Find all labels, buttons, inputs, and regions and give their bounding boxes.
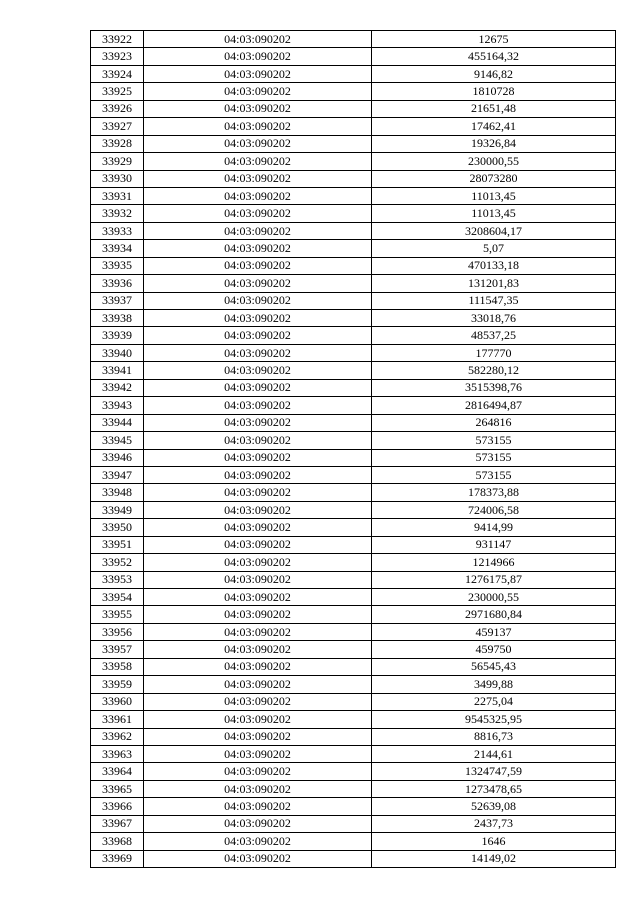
row-id-cell: 33955: [91, 606, 144, 623]
table-row: [91, 327, 616, 344]
table-row: [91, 31, 616, 48]
table-row: [91, 344, 616, 361]
row-amount-cell: 459750: [372, 641, 616, 658]
row-amount-cell: 1324747,59: [372, 763, 616, 780]
row-amount-cell: 177770: [372, 344, 616, 361]
row-code-cell: 04:03:090202: [144, 658, 372, 675]
table-row: [91, 484, 616, 501]
row-amount-cell: 2816494,87: [372, 397, 616, 414]
table-row: [91, 240, 616, 257]
row-id-cell: 33940: [91, 344, 144, 361]
row-code-cell: 04:03:090202: [144, 118, 372, 135]
row-code-cell: 04:03:090202: [144, 205, 372, 222]
row-code-cell: 04:03:090202: [144, 536, 372, 553]
table-row: [91, 275, 616, 292]
row-code-cell: 04:03:090202: [144, 519, 372, 536]
row-id-cell: 33937: [91, 292, 144, 309]
row-id-cell: 33939: [91, 327, 144, 344]
row-code-cell: 04:03:090202: [144, 606, 372, 623]
table-row: [91, 501, 616, 518]
row-amount-cell: 470133,18: [372, 257, 616, 274]
row-amount-cell: 3208604,17: [372, 222, 616, 239]
row-amount-cell: 5,07: [372, 240, 616, 257]
row-id-cell: 33943: [91, 397, 144, 414]
row-amount-cell: 8816,73: [372, 728, 616, 745]
row-amount-cell: 2275,04: [372, 693, 616, 710]
table-row: [91, 711, 616, 728]
row-amount-cell: 2971680,84: [372, 606, 616, 623]
row-code-cell: 04:03:090202: [144, 798, 372, 815]
row-amount-cell: 264816: [372, 414, 616, 431]
row-amount-cell: 1646: [372, 833, 616, 850]
row-id-cell: 33953: [91, 571, 144, 588]
row-amount-cell: 1214966: [372, 554, 616, 571]
row-amount-cell: 9146,82: [372, 65, 616, 82]
row-code-cell: 04:03:090202: [144, 728, 372, 745]
row-amount-cell: 11013,45: [372, 205, 616, 222]
row-amount-cell: 1273478,65: [372, 780, 616, 797]
row-amount-cell: 17462,41: [372, 118, 616, 135]
row-id-cell: 33927: [91, 118, 144, 135]
table-row: [91, 571, 616, 588]
row-id-cell: 33951: [91, 536, 144, 553]
row-amount-cell: 9545325,95: [372, 711, 616, 728]
row-code-cell: 04:03:090202: [144, 292, 372, 309]
table-row: [91, 780, 616, 797]
row-code-cell: 04:03:090202: [144, 554, 372, 571]
table-row: [91, 519, 616, 536]
row-id-cell: 33935: [91, 257, 144, 274]
row-code-cell: 04:03:090202: [144, 187, 372, 204]
row-id-cell: 33952: [91, 554, 144, 571]
row-id-cell: 33961: [91, 711, 144, 728]
row-id-cell: 33948: [91, 484, 144, 501]
row-id-cell: 33959: [91, 676, 144, 693]
table-row: [91, 658, 616, 675]
row-code-cell: 04:03:090202: [144, 135, 372, 152]
table-row: [91, 745, 616, 762]
row-id-cell: 33934: [91, 240, 144, 257]
row-code-cell: 04:03:090202: [144, 484, 372, 501]
table-row: [91, 641, 616, 658]
table-row: [91, 414, 616, 431]
row-amount-cell: 19326,84: [372, 135, 616, 152]
row-code-cell: 04:03:090202: [144, 310, 372, 327]
row-id-cell: 33931: [91, 187, 144, 204]
table-row: [91, 466, 616, 483]
row-id-cell: 33932: [91, 205, 144, 222]
row-amount-cell: 12675: [372, 31, 616, 48]
row-amount-cell: 2437,73: [372, 815, 616, 832]
row-amount-cell: 931147: [372, 536, 616, 553]
row-amount-cell: 455164,32: [372, 48, 616, 65]
table-row: [91, 83, 616, 100]
row-code-cell: 04:03:090202: [144, 676, 372, 693]
table-row: [91, 833, 616, 850]
row-id-cell: 33942: [91, 379, 144, 396]
row-code-cell: 04:03:090202: [144, 711, 372, 728]
row-code-cell: 04:03:090202: [144, 327, 372, 344]
row-amount-cell: 178373,88: [372, 484, 616, 501]
row-amount-cell: 3499,88: [372, 676, 616, 693]
row-id-cell: 33954: [91, 589, 144, 606]
table-row: [91, 798, 616, 815]
row-code-cell: 04:03:090202: [144, 275, 372, 292]
row-code-cell: 04:03:090202: [144, 780, 372, 797]
row-id-cell: 33960: [91, 693, 144, 710]
row-amount-cell: 9414,99: [372, 519, 616, 536]
row-id-cell: 33963: [91, 745, 144, 762]
row-id-cell: 33957: [91, 641, 144, 658]
row-amount-cell: 21651,48: [372, 100, 616, 117]
row-amount-cell: 52639,08: [372, 798, 616, 815]
row-code-cell: 04:03:090202: [144, 815, 372, 832]
table-row: [91, 310, 616, 327]
row-id-cell: 33969: [91, 850, 144, 867]
row-code-cell: 04:03:090202: [144, 693, 372, 710]
row-code-cell: 04:03:090202: [144, 850, 372, 867]
row-id-cell: 33926: [91, 100, 144, 117]
table-row: [91, 728, 616, 745]
row-id-cell: 33938: [91, 310, 144, 327]
row-id-cell: 33968: [91, 833, 144, 850]
row-code-cell: 04:03:090202: [144, 257, 372, 274]
row-code-cell: 04:03:090202: [144, 501, 372, 518]
table-row: [91, 850, 616, 867]
table-row: [91, 292, 616, 309]
table-row: [91, 118, 616, 135]
row-id-cell: 33936: [91, 275, 144, 292]
row-code-cell: 04:03:090202: [144, 449, 372, 466]
row-id-cell: 33958: [91, 658, 144, 675]
row-code-cell: 04:03:090202: [144, 641, 372, 658]
row-amount-cell: 1810728: [372, 83, 616, 100]
row-id-cell: 33941: [91, 362, 144, 379]
row-amount-cell: 724006,58: [372, 501, 616, 518]
row-amount-cell: 111547,35: [372, 292, 616, 309]
row-amount-cell: 14149,02: [372, 850, 616, 867]
row-id-cell: 33964: [91, 763, 144, 780]
table-row: [91, 536, 616, 553]
row-code-cell: 04:03:090202: [144, 763, 372, 780]
table-row: [91, 153, 616, 170]
row-code-cell: 04:03:090202: [144, 745, 372, 762]
row-id-cell: 33946: [91, 449, 144, 466]
table-row: [91, 623, 616, 640]
table-row: [91, 205, 616, 222]
row-amount-cell: 56545,43: [372, 658, 616, 675]
row-id-cell: 33944: [91, 414, 144, 431]
data-table: [90, 30, 616, 868]
row-amount-cell: 11013,45: [372, 187, 616, 204]
table-body: [91, 31, 616, 868]
row-code-cell: 04:03:090202: [144, 48, 372, 65]
table-row: [91, 815, 616, 832]
row-code-cell: 04:03:090202: [144, 344, 372, 361]
row-id-cell: 33928: [91, 135, 144, 152]
row-id-cell: 33929: [91, 153, 144, 170]
row-amount-cell: 573155: [372, 466, 616, 483]
row-code-cell: 04:03:090202: [144, 432, 372, 449]
table-row: [91, 48, 616, 65]
table-row: [91, 257, 616, 274]
row-id-cell: 33962: [91, 728, 144, 745]
table-row: [91, 65, 616, 82]
row-amount-cell: 573155: [372, 449, 616, 466]
table-row: [91, 222, 616, 239]
row-code-cell: 04:03:090202: [144, 100, 372, 117]
row-code-cell: 04:03:090202: [144, 362, 372, 379]
row-id-cell: 33930: [91, 170, 144, 187]
row-amount-cell: 33018,76: [372, 310, 616, 327]
row-id-cell: 33933: [91, 222, 144, 239]
table-row: [91, 397, 616, 414]
row-code-cell: 04:03:090202: [144, 571, 372, 588]
row-id-cell: 33965: [91, 780, 144, 797]
row-amount-cell: 573155: [372, 432, 616, 449]
row-code-cell: 04:03:090202: [144, 222, 372, 239]
row-id-cell: 33949: [91, 501, 144, 518]
row-code-cell: 04:03:090202: [144, 397, 372, 414]
table-row: [91, 554, 616, 571]
table-row: [91, 432, 616, 449]
row-amount-cell: 2144,61: [372, 745, 616, 762]
table-row: [91, 187, 616, 204]
row-code-cell: 04:03:090202: [144, 83, 372, 100]
row-code-cell: 04:03:090202: [144, 65, 372, 82]
row-id-cell: 33967: [91, 815, 144, 832]
row-id-cell: 33945: [91, 432, 144, 449]
table-row: [91, 763, 616, 780]
row-amount-cell: 459137: [372, 623, 616, 640]
table-row: [91, 606, 616, 623]
row-id-cell: 33923: [91, 48, 144, 65]
table-row: [91, 589, 616, 606]
table-row: [91, 449, 616, 466]
table-row: [91, 693, 616, 710]
table-row: [91, 362, 616, 379]
table-row: [91, 676, 616, 693]
row-amount-cell: 48537,25: [372, 327, 616, 344]
row-amount-cell: 230000,55: [372, 589, 616, 606]
row-code-cell: 04:03:090202: [144, 153, 372, 170]
row-id-cell: 33924: [91, 65, 144, 82]
row-code-cell: 04:03:090202: [144, 379, 372, 396]
row-id-cell: 33922: [91, 31, 144, 48]
row-id-cell: 33947: [91, 466, 144, 483]
row-code-cell: 04:03:090202: [144, 623, 372, 640]
row-id-cell: 33950: [91, 519, 144, 536]
row-amount-cell: 1276175,87: [372, 571, 616, 588]
row-code-cell: 04:03:090202: [144, 31, 372, 48]
row-amount-cell: 230000,55: [372, 153, 616, 170]
row-amount-cell: 131201,83: [372, 275, 616, 292]
row-code-cell: 04:03:090202: [144, 414, 372, 431]
row-code-cell: 04:03:090202: [144, 589, 372, 606]
row-code-cell: 04:03:090202: [144, 240, 372, 257]
row-id-cell: 33925: [91, 83, 144, 100]
row-amount-cell: 582280,12: [372, 362, 616, 379]
row-code-cell: 04:03:090202: [144, 466, 372, 483]
row-id-cell: 33956: [91, 623, 144, 640]
table-row: [91, 100, 616, 117]
table-row: [91, 379, 616, 396]
row-id-cell: 33966: [91, 798, 144, 815]
table-row: [91, 170, 616, 187]
row-code-cell: 04:03:090202: [144, 170, 372, 187]
row-code-cell: 04:03:090202: [144, 833, 372, 850]
row-amount-cell: 28073280: [372, 170, 616, 187]
row-amount-cell: 3515398,76: [372, 379, 616, 396]
table-row: [91, 135, 616, 152]
